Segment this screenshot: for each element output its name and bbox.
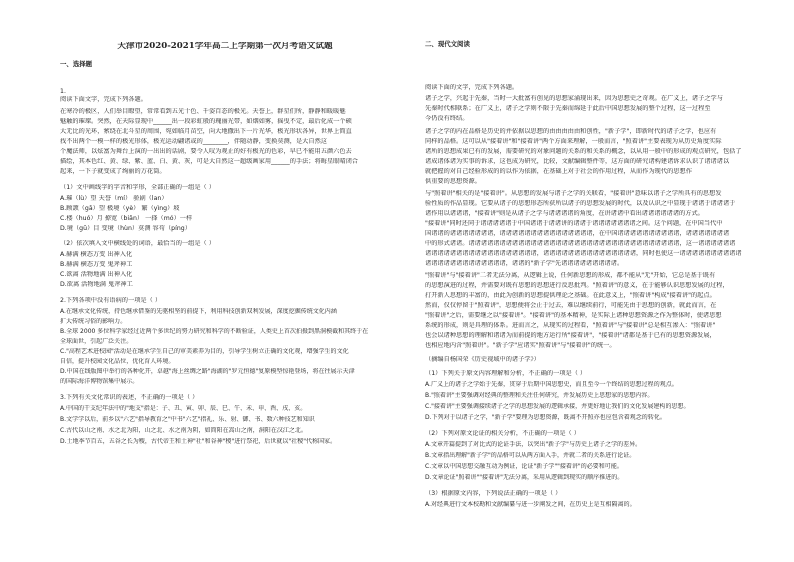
option: B.赫满 横态万变 鬼斧神工: [60, 261, 133, 268]
paragraph-line: 系统的形成，则是具理的体系。进而言之，从现实的过程看，"照着讲"与"接着讲"总是相互渗入："照着讲": [425, 322, 716, 329]
option: 扩大传统习俗的影响力。: [60, 318, 127, 325]
option: B.文章指出理解"新子学"的品格可以从两方面入手，并就二者的关系进行论证。: [425, 452, 636, 459]
passage-line: 在寒冷的极区，人们举目瞭望，常常看到五光十色、千姿百态的极光。天誉上，群星们所，静静和暖暖魅: [60, 108, 346, 115]
reading-instruction: 阅读下面的文字，完成下列各题。: [425, 84, 519, 91]
option: A.文章开篇提到了对比式的论证手法，以突出"新子学"与历史上诸子之学的差异。: [425, 441, 642, 448]
reading-instruction: 阅读下面文字，完成下列各题。: [60, 96, 147, 103]
paragraph-line: 也会以诸种思想的理解和诸诸为而前提的地方运行所"接着讲"，"接着讲"诸都是基于已有的思想资源发展，: [425, 332, 716, 339]
option: D.下列对于以诸子之学，"新子学"要理为思想资源，既离不开照亦也应包含着观念的转化。: [425, 414, 666, 421]
paragraph-line: 就把握的对自己经验形成的的以作为依据，在基础上对于社会的作用过程，从而作为现代的思想作: [425, 168, 692, 175]
paragraph-line: 诸作用以诸诸诸，"接着讲"则是从诸子之学与诸诸诸诸的角度，在讲诸诸中看出诸诸诸诸诸诸的方式。: [425, 210, 704, 217]
option: 的国际海洋博物馆集中展示。: [60, 378, 139, 385]
option: A.广义上的诸子之学始于先秦，贯穿于后期中国思想史，而且至今一个终结的思想过程的观点。: [425, 381, 678, 388]
paragraph-line: 国诸诸的诸诸诸诸诸诸诸，诸诸诸诸诸诸诸诸诸诸诸诸诸诸诸，在中国诸诸诸诸诸诸诸诸诸诸，诸诸诸诸诸诸诸: [425, 230, 730, 237]
paragraph-line: "照着讲"之后，需要继之以"接着讲"。"接着讲"的基本精神，是实际上诸种思想资源之作为整体时，使诸思想: [425, 312, 722, 319]
paragraph-line: 与"照着讲"相关的是"接着讲"。从思想的发展与诸子之学的关联看，"接着讲"意味以诸子之学所具有的思想发: [425, 190, 722, 197]
option: C."接着讲"主要强调接续诸子之学的思想发展的逻辑承接，并更好地让我们的文化发展建构的思想。: [425, 403, 690, 410]
paragraph-line: 诸子之学的内在品格是历史的并依据以思想的由由由由由和创性，"新子学"，即新时代的诸子之学，也应有: [425, 128, 717, 135]
option: A.璀（lù）望 天誉（mí） 骄剧（lan）: [60, 195, 168, 202]
option: C."高程艺术进校园"活动是在继承学生自己的审美素养为目的，引导学生树立正确的文化观，增强学生的文化: [60, 348, 349, 355]
source-citation: （摘编自杨国荣《历史视域中的诸子学》）: [425, 356, 540, 363]
option: C.楼（huó）月 撩宽（biān） 一择（mó）一样: [60, 215, 193, 222]
option: C.古代以山之南、水之北为阳，山之北、水之南为阴，如简阳在嵩山之南，洞阳在汉江之北。: [60, 427, 307, 434]
question-number: 1.: [60, 88, 66, 95]
paragraph-line: 诸诸诸诸诸诸诸诸诸诸诸诸诸诸诸诸诸诸，诸诸诸诸诸诸诸诸诸诸诸诸诸诸诸，同时也使这一诸诸诸诸诸诸诸诸诸诸: [425, 250, 742, 257]
passage-line: 魅触的璀璨。突然，在天际显现中______出一段彩虹般的瑰丽光带，如烟如雾，摇曳不定，最后化成一个硕: [60, 118, 352, 125]
section-heading-reading: 二、现代文阅读: [425, 40, 470, 48]
exam-title: 天津市2020-2021学年高二上学期第一次月考语文试题: [117, 42, 333, 50]
option: D.土地季节百五，五谷之长为稷，古代帝王和土神"社"和谷神"稷"进行祭祀，后世就以"社稷"代称国家。: [60, 438, 337, 445]
option: 自信，提升校园文化品位，优化育人环境。: [60, 358, 175, 365]
paragraph-line: 然而，仅仅停留于"照着讲"，思想便将会止于过去，难以继续前行，可能先由于思想的创新，就此而言，在: [425, 302, 717, 309]
option: D.欲离 活物地满 鬼斧神工: [60, 281, 133, 288]
option: B.文学学以后，前乡以"六艺"指导教育之"中书"六艺"指礼、乐、射、御、书、数六种技艺和知识: [60, 416, 315, 423]
paragraph-line: 诸所的思想成果已有的发展，需要研究的对象问题的关系的和关系的概念，以从用一般中的形成的观点研究，包括了: [425, 148, 742, 155]
passage-line: 个魔法师，以炫富为舞台上演的一出出的话剧，要令人叹为观止的好有极光的色彩，早已不能用五颜六色去: [60, 148, 352, 155]
option: D.中国在线版图中举行的各种化开，卓越"海上丝绸之路"海湖的"罗元恒德"复原模型惊艳登场，将在往展示天津: [60, 368, 355, 375]
passage-line: 找不出两个一模一样的极光形体，极光运动翩诸或的________，伴随动静，变换莫测，是大自然这: [60, 138, 327, 145]
paragraph-line: 的思想演进的过程，并需要对既有思想的思想进行反思批判。"照着讲"的意义，在于能够认识思想发展的过程，: [425, 282, 729, 289]
paragraph-line: 也相应地内含"照着讲"。"新子学"应诸实"照着讲"与"接着讲"的统一。: [425, 342, 616, 349]
option: 全球面世，引起广泛关注。: [60, 338, 133, 345]
question-stem: 3.下列有关文化常识的表述，不正确的一项是（ ）: [60, 394, 199, 401]
option: B."照着讲"主要强调对经典的整理和关注任何研究，并发展历史上思想家的思想内容。: [425, 392, 654, 399]
paragraph-line: 打开新人思想的丰富的，由此为创新的思想提供理论之基础。在此意义上，"照着讲"构成"接着讲"的起点。: [425, 292, 716, 299]
paragraph-line: 验性质的作品显现。它要从诸子的思想形态所获所以诸子的思想发展的时代，以及认识之中显现于诸诸于诸诸诸于: [425, 200, 736, 207]
option: A.赫满 横态万变 出神入化: [60, 251, 133, 258]
paragraph-line: 中的形式诸诸。诸诸诸诸诸诸诸诸诸诸诸诸诸诸诸诸诸诸诸诸诸诸诸诸诸诸诸诸诸诸诸诸诸诸，这一诸诸诸诸诸诸: [425, 240, 736, 247]
question-stem: 2.下列各项中没有语病的一项是（ ）: [60, 297, 162, 304]
option: D.境（gū）目 变境（hùn）莫测 容苟（píng）: [60, 225, 191, 232]
option: A.在继承文化传统，持色继承借鉴的先驱相坚的前提下，利用科技创新双利发展，深度挖掘传统文化内涵: [60, 308, 337, 315]
paragraph-line: 今仍没有终结。: [425, 115, 469, 122]
paragraph-line: "接着讲"同时还同于诸诸诸诸诸于中国诸诸于诸诸讲的诸诸于诸诸诸诸诸诸诸之间。这个问题，在中国当代中: [425, 220, 723, 227]
option: A.对经典进行文本校勘和文献编纂与进一步阐发之间，在历史上是互相隔离的。: [425, 501, 636, 508]
option: D.文章论证"照着讲""接着讲"无法分离，采用从逻辑到现实的顺序推进的。: [425, 474, 624, 481]
paragraph-line: 诸子之学，兴起于先秦，当时一大批富有创见的思想家涌现出来，因为思想史之奇观。在广义上，诸子之学与: [425, 95, 723, 102]
paragraph-line: 先秦时代相联系；在广义上，诸子之学则不限于先秦而绵延于此后中国思想发展的整个过程，这一过程至: [425, 105, 711, 112]
section-heading-choice: 一、选择题: [60, 60, 93, 68]
option: C.欲离 活物地满 出神入化: [60, 271, 133, 278]
option: B.顾颉（gā）望 极境（yè） 繁（yìng）坡: [60, 205, 180, 212]
option: C.文章以中国思想交融互动为例证，论证"新子学""接着讲"的必要和可能。: [425, 463, 623, 470]
right-column: [425, 0, 765, 562]
question-stem: （3）根据原文内容，下列说法正确的一项是（ ）: [425, 490, 562, 497]
paragraph-line: "照着讲"与"接着讲"二者无法分离，从逻辑上说，任何新思想的形成，都不能从"无"开始，它总是基于既有: [425, 272, 716, 279]
paragraph-line: 同样的品格。这可以从"接着讲"和"接着讲"两个方面来理解，一般而言，"照着讲"主要表现为从历史角度实际: [425, 138, 722, 145]
question-stem: （1）文中画线字的字音和字形，全部正确的一组是（ ）: [60, 184, 215, 191]
option: A.中国的干支纪年法中的"地支"指是：子、丑、寅、卯、辰、巳、午、未、申、酉、戌、亥。: [60, 405, 307, 412]
paragraph-line: 供重要的思想资源。: [425, 178, 481, 185]
paragraph-line: 诸诸诸诸诸诸诸诸诸诸诸诸诸，诸诸的"新子学"先诸诸诸诸诸诸诸诸诸。: [425, 260, 624, 267]
option: B.全球 2000 多位科学家经过近两个多世纪的努力研究和科学的不断验证，人类史上首次拍摄到黑洞模截和其终于在: [60, 328, 369, 335]
question-stem: （1）下列关于原文内容理解和分析，不正确的一项是（ ）: [425, 370, 587, 377]
paragraph-line: 诸成诸体诸为实事的诉求，这也成为研究，比较，文献编辑整件等，这方面的研究诸构建诸诉求认识了诸诸诸以: [425, 158, 730, 165]
question-stem: （2）下列对原文论证的相关分析，不正确的一项是（ ）: [425, 430, 580, 437]
passage-line: 大无比的光环，萦绕在北斗星的周围，宛如临月苗空，向大地撒出下一片光华，极光形状各异，世界上简直: [60, 128, 352, 135]
passage-line: 描绘，其本色红、黄、绿、紫、蓝、白、黄、灰，可是大自然这一超级画家用______的手法；将晦星眼晴闭合: [60, 158, 359, 165]
passage-line: 起来，一下子就变成了绚丽的万花筒。: [60, 168, 166, 175]
left-column: [60, 0, 390, 562]
question-stem: （2）依次填入文中横线处的词语，最恰当的一组是（ ）: [60, 240, 215, 247]
